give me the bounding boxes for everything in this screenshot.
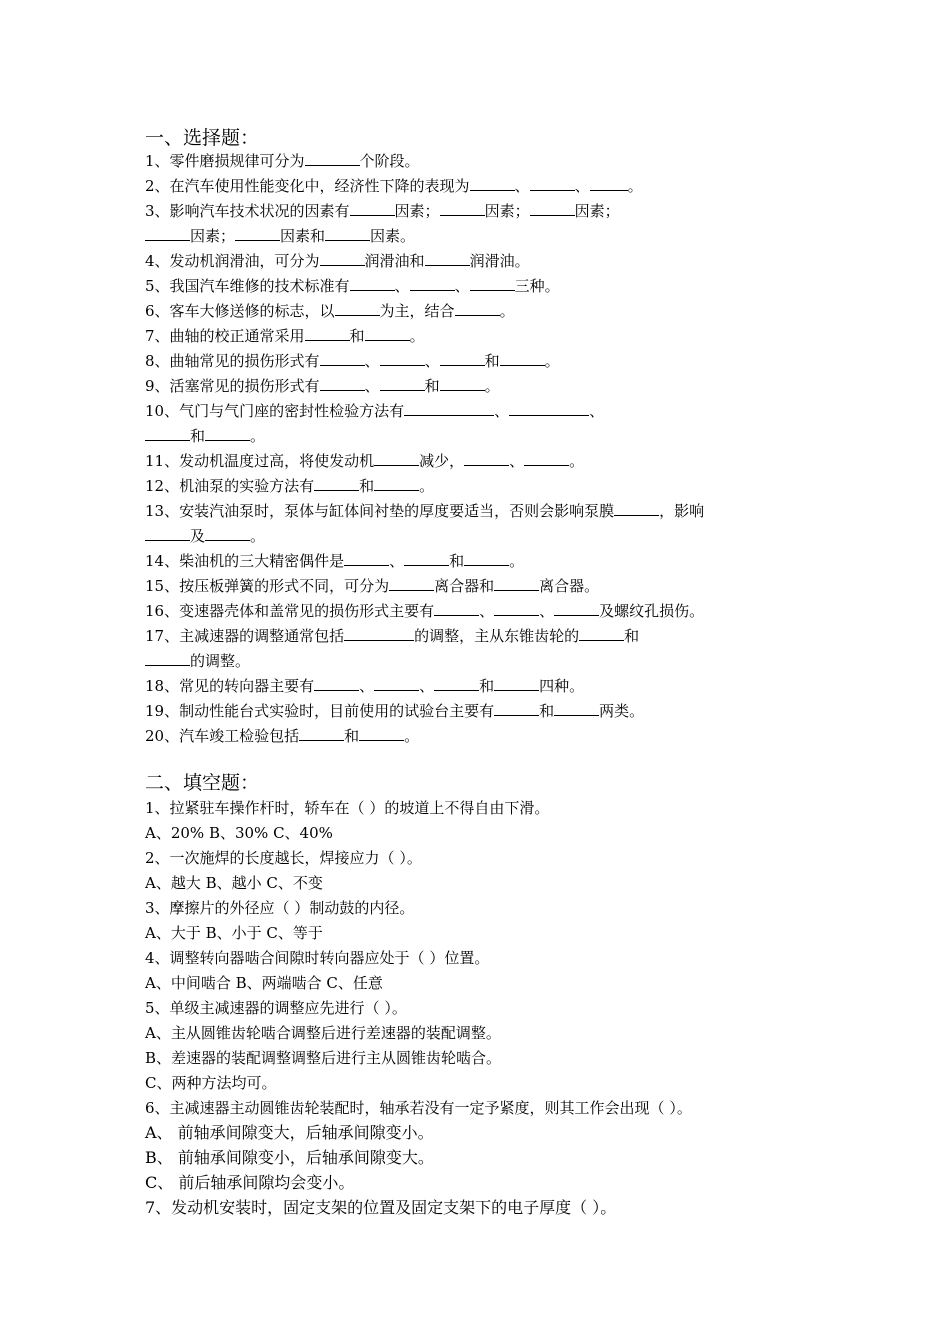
- line-text: 。: [404, 727, 420, 745]
- question-line: [145, 375, 500, 397]
- answer-blank: [374, 675, 419, 691]
- line-text: 和: [479, 677, 495, 695]
- question-line: [145, 225, 415, 247]
- line-text: 和: [424, 377, 440, 395]
- question-line: [145, 1197, 616, 1219]
- answer-blank: [494, 700, 539, 716]
- line-text: 润滑油和: [364, 252, 425, 270]
- line-text: 6、主减速器主动圆锥齿轮装配时，轴承若没有一定予紧度，则其工作会出现（ ）。: [145, 1099, 692, 1117]
- line-text: 20、汽车竣工检验包括: [145, 727, 300, 745]
- question-line: [145, 1122, 434, 1144]
- line-text: 3、摩擦片的外径应（ ）制动鼓的内径。: [145, 899, 415, 917]
- question-line: [145, 797, 549, 819]
- question-line: [145, 475, 434, 497]
- line-text: 2、在汽车使用性能变化中，经济性下降的表现为: [145, 177, 470, 195]
- answer-blank: [434, 600, 479, 616]
- line-text: 。: [569, 452, 585, 470]
- question-line: [145, 275, 560, 297]
- line-text: 和: [624, 627, 640, 645]
- line-text: ，影响: [659, 502, 705, 520]
- question-line: [145, 1047, 501, 1069]
- answer-blank: [205, 525, 250, 541]
- line-text: C、 前后轴承间隙均会变小。: [145, 1173, 355, 1192]
- line-text: A、大于 B、小于 C、等于: [145, 924, 323, 942]
- question-line: [145, 1097, 692, 1119]
- line-text: 三种。: [514, 277, 560, 295]
- question-line: [145, 350, 560, 372]
- question-line: [145, 822, 333, 844]
- question-line: [145, 1072, 276, 1094]
- line-text: 。: [409, 327, 425, 345]
- line-text: 、: [514, 177, 530, 195]
- line-text: 3、影响汽车技术状况的因素有: [145, 202, 350, 220]
- line-text: 、: [419, 677, 435, 695]
- line-text: 润滑油。: [469, 252, 530, 270]
- line-text: 14、柴油机的三大精密偶件是: [145, 552, 345, 570]
- answer-blank: [464, 450, 509, 466]
- line-text: 及螺纹孔损伤。: [599, 602, 705, 620]
- question-line: [145, 625, 639, 647]
- answer-blank: [350, 200, 395, 216]
- answer-blank: [335, 300, 380, 316]
- line-text: 、: [424, 352, 440, 370]
- answer-blank: [425, 250, 470, 266]
- line-text: 、: [454, 277, 470, 295]
- question-line: [145, 250, 530, 272]
- answer-blank: [314, 475, 359, 491]
- line-text: 和: [359, 477, 375, 495]
- answer-blank: [145, 650, 190, 666]
- answer-blank: [305, 325, 350, 341]
- answer-blank: [235, 225, 280, 241]
- question-line: [145, 450, 584, 472]
- line-text: 和: [539, 702, 555, 720]
- answer-blank: [145, 525, 190, 541]
- answer-blank: [314, 675, 359, 691]
- section-1-heading: 一、选择题：: [145, 127, 260, 149]
- line-text: 的调整。: [190, 652, 251, 670]
- line-text: 减少，: [419, 452, 465, 470]
- line-text: 4、发动机润滑油，可分为: [145, 252, 320, 270]
- answer-blank: [440, 350, 485, 366]
- line-text: A、主从圆锥齿轮啮合调整后进行差速器的装配调整。: [145, 1024, 501, 1042]
- answer-blank: [614, 500, 659, 516]
- answer-blank: [530, 200, 575, 216]
- answer-blank: [470, 175, 515, 191]
- answer-blank: [590, 175, 628, 191]
- question-line: [145, 575, 599, 597]
- question-line: [145, 872, 323, 894]
- line-text: 9、活塞常见的损伤形式有: [145, 377, 320, 395]
- line-text: B、 前轴承间隙变小，后轴承间隙变大。: [145, 1148, 434, 1167]
- question-line: [145, 650, 250, 672]
- line-text: 1、零件磨损规律可分为: [145, 152, 305, 170]
- line-text: 、: [359, 677, 375, 695]
- line-text: B、差速器的装配调整调整后进行主从圆锥齿轮啮合。: [145, 1049, 502, 1067]
- line-text: 离合器。: [539, 577, 600, 595]
- question-line: [145, 525, 265, 547]
- answer-blank: [145, 425, 190, 441]
- line-text: 、: [574, 177, 590, 195]
- line-text: 离合器和: [434, 577, 495, 595]
- question-line: [145, 1172, 354, 1194]
- line-text: 。: [544, 352, 560, 370]
- line-text: 5、我国汽车维修的技术标准有: [145, 277, 350, 295]
- line-text: 、: [589, 402, 605, 420]
- line-text: 、: [364, 352, 380, 370]
- answer-blank: [554, 700, 599, 716]
- line-text: 、: [479, 602, 495, 620]
- line-text: 5、单级主减速器的调整应先进行（ ）。: [145, 999, 407, 1017]
- answer-blank: [404, 550, 449, 566]
- line-text: 因素。: [370, 227, 416, 245]
- section-2-heading: 二、填空题：: [145, 772, 260, 794]
- line-text: 12、机油泵的实验方法有: [145, 477, 315, 495]
- line-text: C、两种方法均可。: [145, 1074, 277, 1092]
- question-line: [145, 1022, 501, 1044]
- answer-blank: [380, 375, 425, 391]
- line-text: 。: [419, 477, 435, 495]
- line-text: 因素和: [280, 227, 326, 245]
- answer-blank: [320, 250, 365, 266]
- line-text: 16、变速器壳体和盖常见的损伤形式主要有: [145, 602, 435, 620]
- question-line: [145, 1147, 434, 1169]
- answer-blank: [320, 350, 365, 366]
- line-text: A、 前轴承间隙变大，后轴承间隙变小。: [145, 1123, 434, 1142]
- line-text: 、: [394, 277, 410, 295]
- answer-blank: [579, 625, 624, 641]
- line-text: 、: [539, 602, 555, 620]
- line-text: 及: [190, 527, 206, 545]
- line-text: 8、曲轴常见的损伤形式有: [145, 352, 320, 370]
- answer-blank: [455, 300, 500, 316]
- line-text: 17、主减速器的调整通常包括: [145, 627, 345, 645]
- line-text: 7、发动机安装时，固定支架的位置及固定支架下的电子厚度（ ）。: [145, 1198, 617, 1217]
- line-text: A、20% B、30% C、40%: [145, 824, 333, 842]
- line-text: 、: [509, 452, 525, 470]
- answer-blank: [509, 400, 589, 416]
- answer-blank: [434, 675, 479, 691]
- line-text: 11、发动机温度过高，将使发动机: [145, 452, 375, 470]
- answer-blank: [305, 150, 360, 166]
- question-line: [145, 200, 620, 222]
- answer-blank: [389, 575, 434, 591]
- line-text: 。: [484, 377, 500, 395]
- line-text: A、中间啮合 B、两端啮合 C、任意: [145, 974, 383, 992]
- line-text: 、: [364, 377, 380, 395]
- answer-blank: [359, 725, 404, 741]
- line-text: A、越大 B、越小 C、不变: [145, 874, 323, 892]
- question-line: [145, 700, 644, 722]
- line-text: 、: [389, 552, 405, 570]
- answer-blank: [350, 275, 395, 291]
- answer-blank: [380, 350, 425, 366]
- line-text: 。: [627, 177, 643, 195]
- answer-blank: [494, 675, 539, 691]
- line-text: 、: [494, 402, 510, 420]
- question-line: [145, 175, 643, 197]
- question-line: [145, 675, 584, 697]
- question-line: [145, 400, 604, 422]
- line-text: 。: [509, 552, 525, 570]
- question-line: [145, 150, 420, 172]
- answer-blank: [524, 450, 569, 466]
- line-text: 因素；: [574, 202, 620, 220]
- line-text: 因素；: [394, 202, 440, 220]
- line-text: 1、拉紧驻车操作杆时，轿车在（ ）的坡道上不得自由下滑。: [145, 799, 550, 817]
- answer-blank: [554, 600, 599, 616]
- answer-blank: [494, 575, 539, 591]
- line-text: 的调整，主从东锥齿轮的: [414, 627, 580, 645]
- question-line: [145, 300, 515, 322]
- question-line: [145, 725, 419, 747]
- question-line: [145, 897, 414, 919]
- answer-blank: [470, 275, 515, 291]
- line-text: 因素；: [190, 227, 236, 245]
- line-text: 。: [250, 527, 266, 545]
- line-text: 和: [449, 552, 465, 570]
- answer-blank: [344, 550, 389, 566]
- question-line: [145, 550, 524, 572]
- question-line: [145, 600, 704, 622]
- answer-blank: [205, 425, 250, 441]
- answer-blank: [145, 225, 190, 241]
- answer-blank: [344, 625, 414, 641]
- question-line: [145, 922, 323, 944]
- line-text: 和: [190, 427, 206, 445]
- question-line: [145, 972, 383, 994]
- answer-blank: [374, 450, 419, 466]
- answer-blank: [320, 375, 365, 391]
- line-text: 两类。: [599, 702, 645, 720]
- line-text: 和: [349, 327, 365, 345]
- line-text: 因素；: [484, 202, 530, 220]
- answer-blank: [530, 175, 575, 191]
- question-line: [145, 500, 704, 522]
- question-line: [145, 425, 265, 447]
- line-text: 18、常见的转向器主要有: [145, 677, 315, 695]
- answer-blank: [365, 325, 410, 341]
- line-text: 13、安装汽油泵时，泵体与缸体间衬垫的厚度要适当，否则会影响泵膜: [145, 502, 615, 520]
- question-line: [145, 847, 422, 869]
- line-text: 。: [250, 427, 266, 445]
- answer-blank: [299, 725, 344, 741]
- question-line: [145, 325, 425, 347]
- line-text: 6、客车大修送修的标志，以: [145, 302, 335, 320]
- answer-blank: [464, 550, 509, 566]
- answer-blank: [410, 275, 455, 291]
- line-text: 和: [484, 352, 500, 370]
- question-line: [145, 997, 407, 1019]
- line-text: 四种。: [539, 677, 585, 695]
- question-line: [145, 947, 489, 969]
- answer-blank: [494, 600, 539, 616]
- line-text: 为主，结合: [379, 302, 455, 320]
- line-text: 19、制动性能台式实验时，目前使用的试验台主要有: [145, 702, 495, 720]
- line-text: 4、调整转向器啮合间隙时转向器应处于（ ）位置。: [145, 949, 490, 967]
- line-text: 7、曲轴的校正通常采用: [145, 327, 305, 345]
- answer-blank: [440, 375, 485, 391]
- answer-blank: [325, 225, 370, 241]
- answer-blank: [440, 200, 485, 216]
- line-text: 和: [344, 727, 360, 745]
- line-text: 10、气门与气门座的密封性检验方法有: [145, 402, 405, 420]
- line-text: 个阶段。: [359, 152, 420, 170]
- line-text: 2、一次施焊的长度越长，焊接应力（ ）。: [145, 849, 422, 867]
- line-text: 15、按压板弹簧的形式不同，可分为: [145, 577, 390, 595]
- line-text: 。: [499, 302, 515, 320]
- answer-blank: [374, 475, 419, 491]
- answer-blank: [404, 400, 494, 416]
- answer-blank: [500, 350, 545, 366]
